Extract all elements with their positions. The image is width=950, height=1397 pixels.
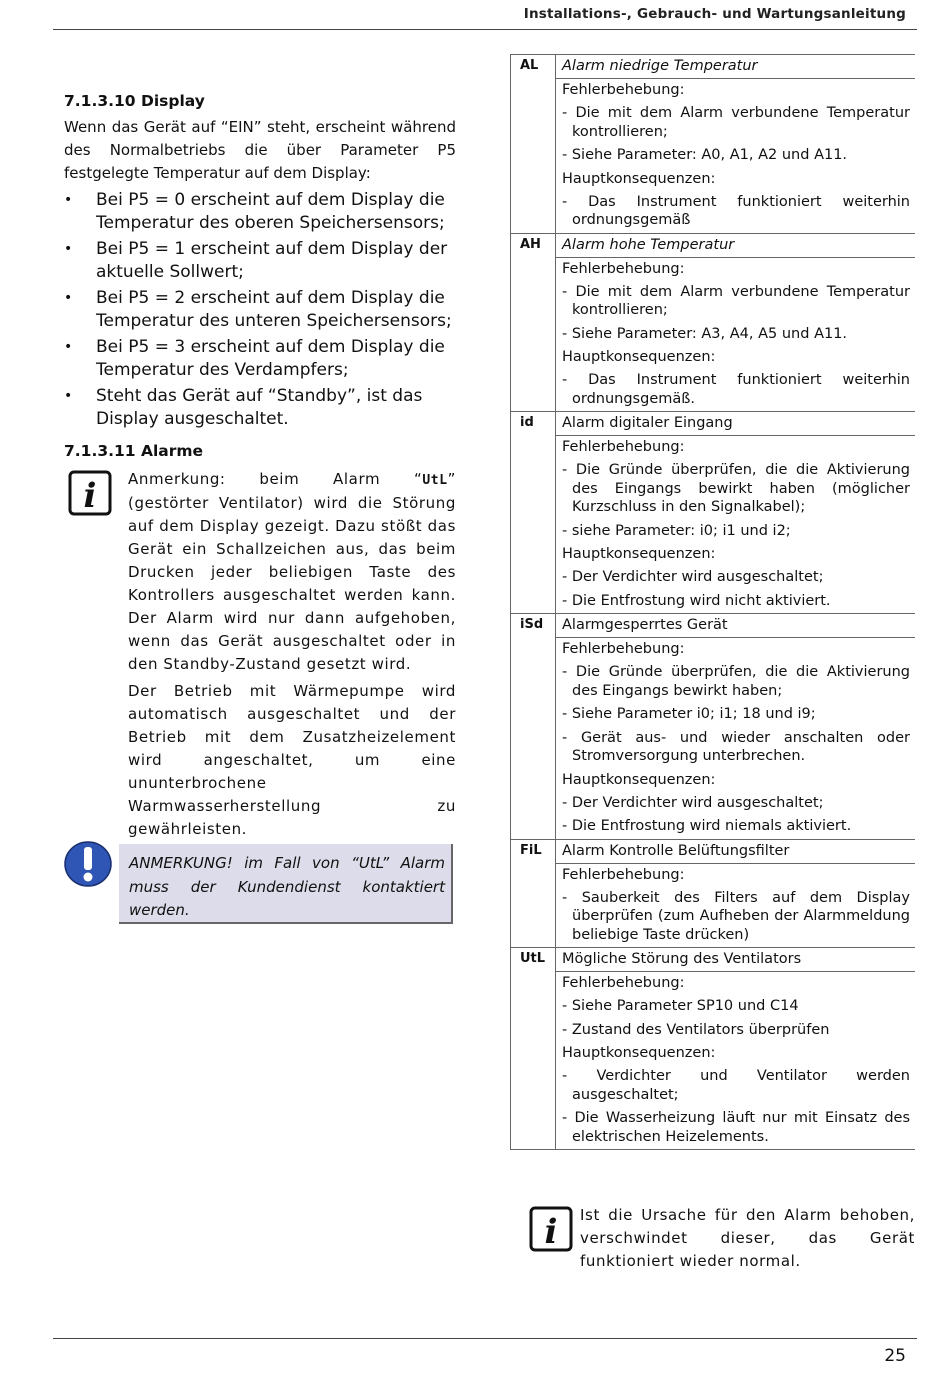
bullet-icon: •: [64, 192, 73, 208]
alarm-block-label: Hauptkonsequenzen:: [562, 170, 716, 187]
alarm-row: [510, 233, 915, 412]
alarm-row: [510, 613, 915, 839]
alarm-code: AH: [510, 234, 556, 412]
header-divider: [53, 29, 917, 30]
bullet-item: • Bei P5 = 1 erscheint auf dem Display der aktuelle Sollwert;: [64, 239, 448, 282]
alarm-block-item: - Siehe Parameter: A3, A4, A5 und A11.: [562, 325, 848, 342]
bullet-item: • Bei P5 = 3 erscheint auf dem Display die Temperatur des Verdampfers;: [64, 337, 445, 380]
svg-text:i: i: [544, 1212, 558, 1252]
alarm-block-item: - Der Verdichter wird ausgeschaltet;: [562, 569, 824, 585]
alarm-code: FiL: [510, 840, 556, 948]
page-header: [0, 0, 950, 34]
bullet-item: • Bei P5 = 2 erscheint auf dem Display die Temperatur des unteren Speichersensors;: [64, 288, 452, 331]
alarm-row: [510, 839, 915, 948]
alarm-row: [510, 947, 915, 1149]
alarm-block-item: - Sauberkeit des Filters auf dem Display überprüfen (zum Aufheben der Alarmmeldung beliebige Taste drücken): [562, 889, 910, 943]
bullet-icon: •: [64, 388, 73, 404]
display-intro: Wenn das Gerät auf “EIN” steht, erscheint während des Normalbetriebs die über Parameter P5 festgelegte Temperatur auf dem Display:: [64, 118, 456, 182]
exclamation-icon: [64, 840, 114, 892]
alarm-title: Alarmgesperrtes Gerät: [556, 614, 915, 638]
bullet-icon: •: [64, 241, 73, 257]
alarm-block-label: Hauptkonsequenzen:: [562, 771, 716, 788]
table-bottom-border: [510, 1149, 915, 1150]
page-number: 25: [884, 1346, 906, 1366]
info-note: [64, 468, 456, 841]
alarm-code: iSd: [510, 614, 556, 839]
alarm-code: id: [510, 412, 556, 613]
alarm-block-item: - Die mit dem Alarm verbundene Temperatur kontrollieren;: [562, 283, 910, 318]
alarm-block-item: - Der Verdichter wird ausgeschaltet;: [562, 794, 824, 811]
alarm-block-item: - Die Entfrostung wird nicht aktiviert.: [562, 592, 831, 609]
alarm-code: UtL: [510, 948, 556, 1149]
alarm-block-item: - Zustand des Ventilators überprüfen: [562, 1021, 830, 1038]
alarm-block-item: - Die Entfrostung wird niemals aktiviert.: [562, 818, 852, 834]
alarm-title: Mögliche Störung des Ventilators: [556, 948, 915, 972]
alarm-code-utl: UtL: [422, 473, 448, 488]
alarm-block-item: - Verdichter und Ventilator werden ausgeschaltet;: [562, 1068, 910, 1103]
alarm-block-item: - Siehe Parameter: A0, A1, A2 und A11.: [562, 147, 848, 163]
bullet-item: • Steht das Gerät auf “Standby”, ist das Display ausgeschaltet.: [64, 386, 423, 429]
display-bullet-list: [64, 189, 456, 430]
alarm-block-label: Fehlerbehebung:: [562, 82, 685, 98]
alarm-block-label: Fehlerbehebung:: [562, 439, 685, 455]
bullet-icon: •: [64, 290, 73, 306]
alarm-block-item: - Die Gründe überprüfen, die die Aktivierung des Eingangs bewirkt haben;: [562, 664, 910, 699]
alarm-title: Alarm digitaler Eingang: [556, 412, 915, 436]
alarm-block-label: Fehlerbehebung:: [562, 260, 685, 277]
alarm-block-item: - Die Gründe überprüfen, die die Aktivierung des Eingangs bewirkt haben (möglicher Kurzschluss in den Signalkabel);: [562, 462, 910, 515]
alarm-title: Alarm Kontrolle Belüftungsfilter: [556, 840, 915, 864]
svg-text:i: i: [83, 476, 97, 516]
alarm-block-item: - Siehe Parameter i0; i1; 18 und i9;: [562, 706, 816, 722]
alarm-block-item: - Die mit dem Alarm verbundene Temperatur kontrollieren;: [562, 105, 910, 140]
footer-divider: [53, 1338, 917, 1339]
left-column: [64, 92, 456, 841]
alarm-row: [510, 411, 915, 613]
alarm-block-label: Hauptkonsequenzen:: [562, 349, 716, 365]
info-icon: [68, 470, 112, 520]
alarm-block-label: Hauptkonsequenzen:: [562, 1045, 716, 1061]
display-heading: 7.1.3.10 Display: [64, 92, 205, 110]
bullet-icon: •: [64, 339, 73, 355]
alarm-block-item: - Gerät aus- und wieder anschalten oder Stromversorgung unterbrechen.: [562, 729, 910, 764]
alarm-block-label: Fehlerbehebung:: [562, 975, 685, 991]
alarm-block-label: Fehlerbehebung:: [562, 641, 685, 657]
alarm-title: Alarm niedrige Temperatur: [556, 55, 915, 79]
info-note-text-1: Anmerkung: beim Alarm “UtL” (gestörter Ventilator) wird die Störung auf dem Display gezeigt. Dazu stößt das Gerät ein Schallzeichen aus, das beim Drucken jeder beliebigen Taste des Kontrollers ausgeschaltet werden kann. Der Alarm wird nur dann aufgehoben, wenn das Gerät ausgeschaltet oder in den Standby-Zustand gesetzt wird.: [128, 470, 456, 673]
header-title: Installations-, Gebrauch- und Wartungsanleitung: [523, 6, 906, 22]
alarm-block-item: - Siehe Parameter SP10 und C14: [562, 998, 799, 1014]
alarm-block-label: Fehlerbehebung:: [562, 866, 685, 883]
bottom-note-text: Ist die Ursache für den Alarm behoben, verschwindet dieser, das Gerät funktioniert wieder normal.: [580, 1206, 915, 1270]
alarm-block-label: Hauptkonsequenzen:: [562, 546, 716, 562]
info-note-text-2: Der Betrieb mit Wärmepumpe wird automatisch ausgeschaltet und der Betrieb mit dem Zusatzheizelement wird angeschaltet, um eine ununterbrochene Warmwasserherstellung zu gewährleisten.: [128, 682, 456, 838]
alarm-table: [510, 54, 915, 1150]
warning-note: [64, 840, 456, 930]
alarm-block-item: - siehe Parameter: i0; i1 und i2;: [562, 522, 791, 539]
alarm-block-item: - Das Instrument funktioniert weiterhin ordnungsgemäß.: [562, 372, 910, 407]
info-icon: [529, 1206, 573, 1256]
bullet-item: • Bei P5 = 0 erscheint auf dem Display die Temperatur des oberen Speichersensors;: [64, 190, 445, 233]
alarm-block-item: - Die Wasserheizung läuft nur mit Einsatz des elektrischen Heizelements.: [562, 1110, 910, 1145]
warning-box: ANMERKUNG! im Fall von “UtL” Alarm muss der Kundendienst kontaktiert werden.: [119, 844, 453, 924]
alarm-row: [510, 54, 915, 233]
alarm-code: AL: [510, 55, 556, 233]
bottom-info-note: [527, 1204, 915, 1273]
alarm-heading: 7.1.3.11 Alarme: [64, 442, 204, 460]
alarm-title: Alarm hohe Temperatur: [556, 234, 915, 258]
alarm-block-item: - Das Instrument funktioniert weiterhin ordnungsgemäß: [562, 193, 910, 228]
